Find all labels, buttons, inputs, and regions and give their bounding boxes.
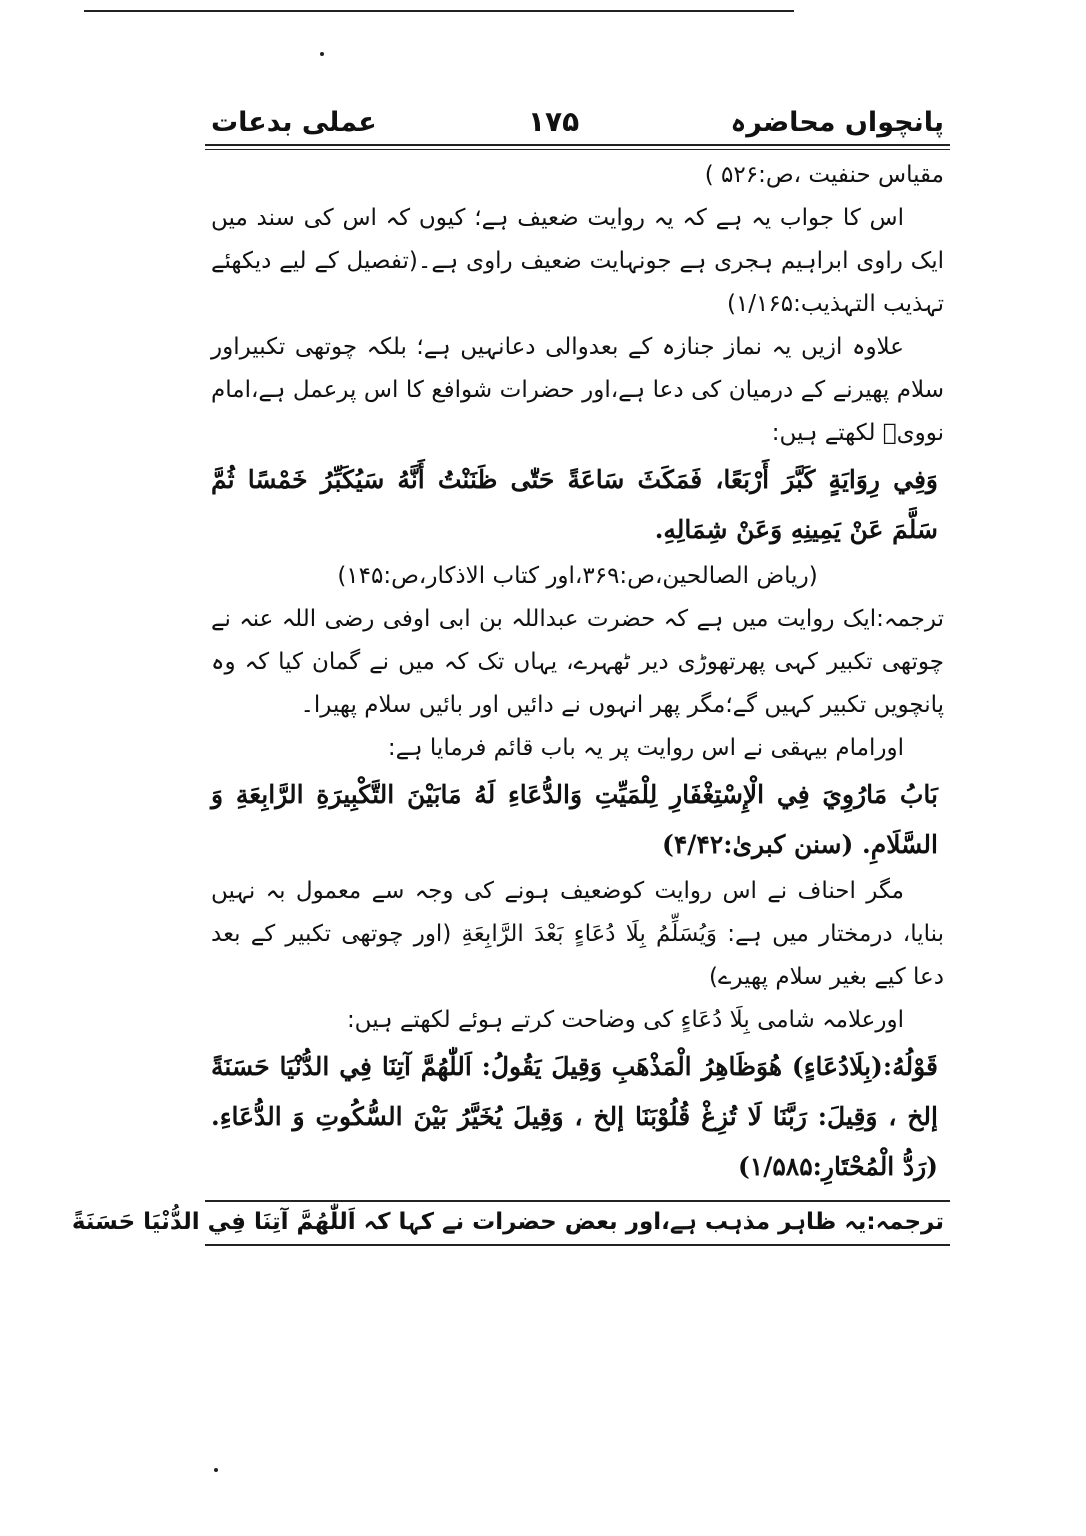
paragraph-bayhaqi: اورامام بیہقی نے اس روایت پر یہ باب قائم فرمایا ہے: <box>387 735 904 761</box>
book-page <box>71 92 950 1472</box>
running-header <box>205 92 950 138</box>
page-number: ۱۷۵ <box>527 105 580 138</box>
arabic-radd-quote: قَوْلُهُ:(بِلَادُعَاءٍ) هُوَظَاهِرُ الْمَذْهَبِ وَقِيلَ يَقُولُ: اَللّٰهُمَّ آتِنَا فِي الدُّنْيَا حَسَنَةً إلخ ، وَقِيلَ: رَبَّنَا لَا تُزِغْ قُلُوْبَنَا إلخ ، وَقِيلَ يُخَيَّرُ بَيْنَ السُّكُوتِ وَ الدُّعَاءِ.(رَدُّ الْمُحْتَارِ:۱/۵۸۵) <box>211 1052 938 1181</box>
footer-translation-line: ترجمہ:یہ ظاہر مذہب ہے،اور بعض حضرات نے کہا کہ اَللّٰهُمَّ آتِنَا فِي الدُّنْيَا حَسَنَةً <box>71 1209 944 1235</box>
paragraph-besides: علاوہ ازیں یہ نماز جنازہ کے بعدوالی دعانہیں ہے؛ بلکہ چوتھی تکبیراور سلام پھیرنے کے درمیان کی دعا ہے،اور حضرات شوافع کا اس پرعمل ہے،امام نوویؒ لکھتے ہیں: <box>211 334 944 446</box>
paragraph-ahnaf: مگر احناف نے اس روایت کوضعیف ہونے کی وجہ سے معمول بہ نہیں بنایا، درمختار میں ہے: وَيُسَلِّمُ بِلَا دُعَاءٍ بَعْدَ الرَّابِعَةِ (اور چوتھی تکبیر کے بعد دعا کیے بغیر سلام پھیرے) <box>211 878 944 990</box>
scan-border-line <box>84 10 794 12</box>
arabic-hadith-quote: وَفِي رِوَايَةٍ كَبَّرَ أَرْبَعًا، فَمَكَثَ سَاعَةً حَتّٰى ظَنَنْتُ أَنَّهُ سَيُكَبِّرُ خَمْسًا ثُمَّ سَلَّمَ عَنْ يَمِينِهِ وَعَنْ شِمَالِهِ. <box>211 465 938 544</box>
reference-riyad: (ریاض الصالحین،ص:۳۶۹،اور کتاب الاذکار،ص:۱۴۵) <box>337 563 818 589</box>
paragraph-shami: اورعلامہ شامی بِلَا دُعَاءٍ کی وضاحت کرتے ہوئے لکھتے ہیں: <box>346 1007 904 1033</box>
arabic-chapter-title: بَابُ مَارُوِيَ فِي الْإِسْتِغْفَارِ لِلْمَيِّتِ وَالدُّعَاءِ لَهُ مَابَيْنَ التَّكْبِيرَةِ الرَّابِعَةِ وَ السَّلَامِ. (سنن کبریٰ:۴/۴۲) <box>211 780 938 859</box>
paragraph-answer: اس کا جواب یہ ہے کہ یہ روایت ضعیف ہے؛ کیوں کہ اس کی سند میں ایک راوی ابراہیم ہجری ہے جونہایت ضعیف راوی ہے۔(تفصیل کے لیے دیکھئے تہذیب التہذیب:۱/۱۶۵) <box>211 205 944 317</box>
footer-bottom-rule <box>205 1244 950 1246</box>
citation-continuation: مقیاس حنفیت ،ص:۵۲۶ ) <box>704 162 944 188</box>
page-body <box>205 150 950 1192</box>
chapter-title: پانچواں محاضرہ <box>730 107 944 138</box>
section-title: عملی بدعات <box>211 107 377 138</box>
scan-speck <box>320 52 324 56</box>
translation-paragraph: ترجمہ:ایک روایت میں ہے کہ حضرت عبداللہ بن ابی اوفی رضی اللہ عنہ نے چوتھی تکبیر کہی پھرتھوڑی دیر ٹھہرے، یہاں تک کہ میں نے گمان کیا کہ وہ پانچویں تکبیر کہیں گے؛مگر پھر انہوں نے دائیں اور بائیں سلام پھیرا۔ <box>211 606 944 718</box>
